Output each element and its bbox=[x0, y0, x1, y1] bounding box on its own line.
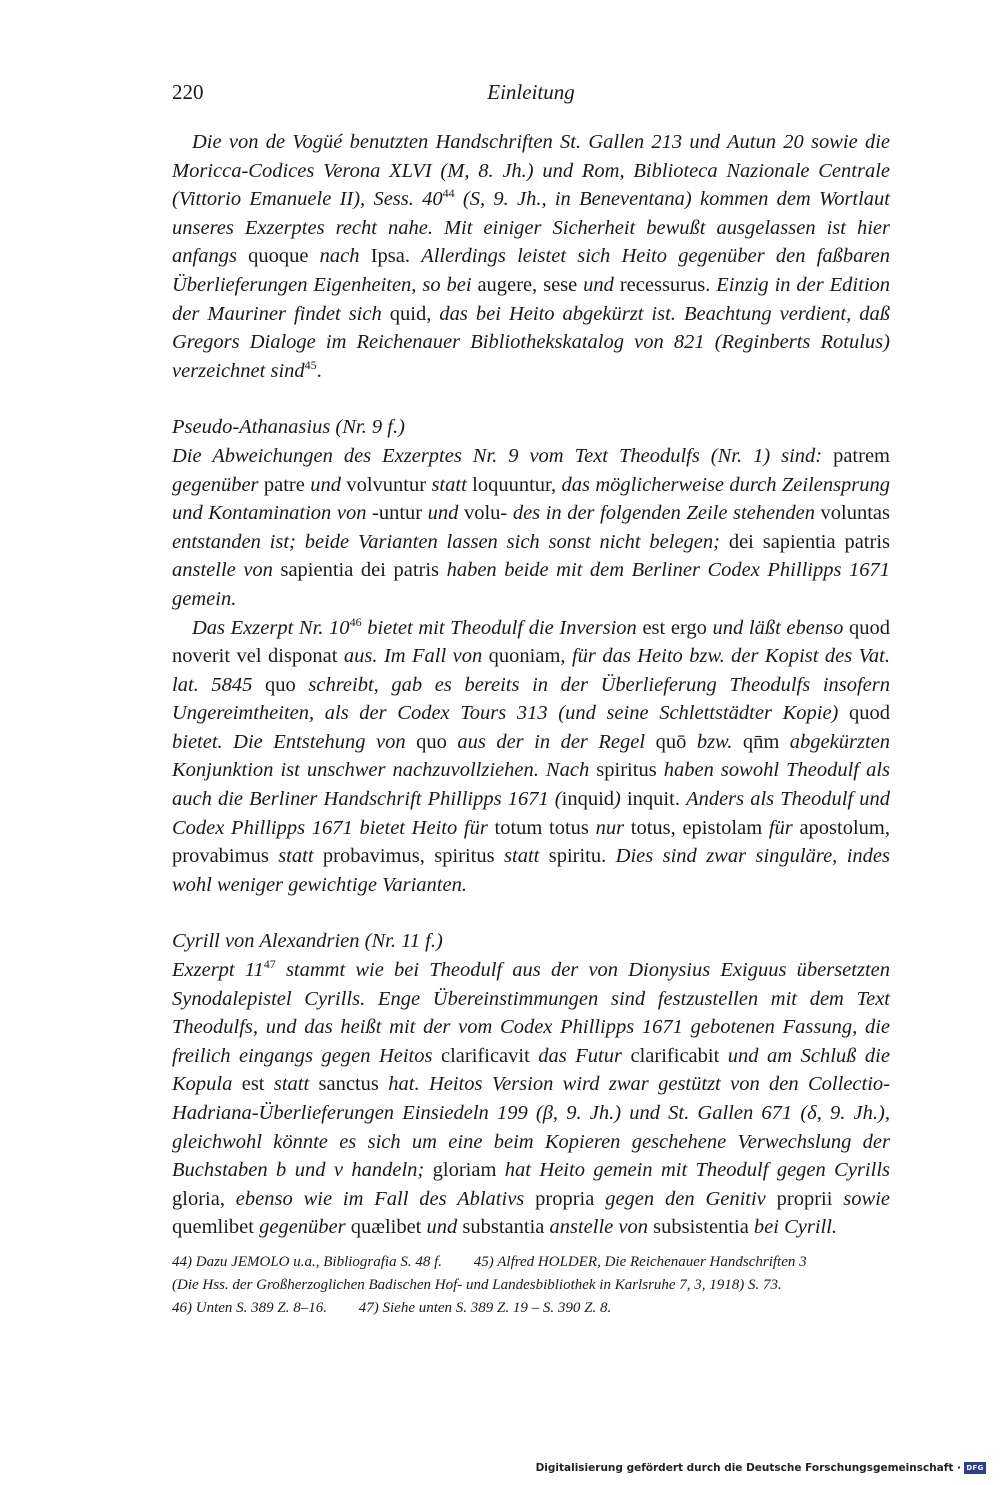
text-run: das möglicherweise durch Zeilensprung und Kontamination von bbox=[172, 473, 891, 525]
page-number: 220 bbox=[172, 80, 204, 104]
footnote-46-text: Unten S. 389 Z. 8–16. bbox=[195, 1300, 327, 1316]
text-run: statt bbox=[278, 845, 323, 868]
text-run: quid, bbox=[389, 302, 440, 325]
text-run: entstanden ist; beide Varianten lassen sich sonst nicht belegen; bbox=[172, 530, 729, 553]
text-run: schreibt, gab es bereits in der Überlieferung Theodulfs insofern Ungereimtheiten, als der Codex Tours 313 (und seine Schlettstädter Kopie) bbox=[172, 673, 891, 725]
text-run: loquuntur, bbox=[472, 473, 562, 496]
text-run: anstelle von bbox=[549, 1216, 654, 1239]
text-run: dei sapientia patris bbox=[728, 530, 890, 553]
text-run: volu- bbox=[463, 502, 513, 525]
text-run: quo bbox=[265, 673, 309, 696]
footnote-45-text: Alfred HOLDER, Die Reichenauer Handschriften 3 bbox=[497, 1254, 807, 1270]
text-run: Einzig in der Edition der Mauriner findet sich bbox=[172, 273, 891, 325]
text-run: quo bbox=[416, 730, 458, 753]
text-run: clarificavit bbox=[441, 1044, 539, 1067]
text-run: bzw. bbox=[696, 730, 743, 753]
text-run: sanctus bbox=[318, 1073, 389, 1096]
text-run: patrem bbox=[833, 444, 890, 467]
footnote-reference: 46 bbox=[349, 614, 362, 629]
text-run: Ipsa. bbox=[370, 245, 422, 268]
running-title: Einleitung bbox=[487, 80, 575, 104]
text-run: totum totus bbox=[494, 816, 596, 839]
text-run: apostolum, provabimus bbox=[172, 816, 890, 868]
text-run: . bbox=[316, 359, 322, 382]
text-run: und bbox=[583, 273, 620, 296]
text-run: spiritus bbox=[596, 759, 664, 782]
text-run: für bbox=[768, 816, 800, 839]
paragraph-gregor bbox=[172, 128, 890, 385]
text-run: haben beide mit dem Berliner Codex Phillipps 1671 gemein. bbox=[172, 559, 890, 610]
text-run: nur bbox=[595, 816, 631, 839]
text-run: gegenüber bbox=[172, 473, 264, 496]
text-run: gegen den Genitiv bbox=[605, 1187, 777, 1210]
section-gap bbox=[172, 899, 890, 927]
text-run: hat Heito gemein mit Theodulf gegen Cyrills bbox=[504, 1159, 890, 1182]
text-run: und bbox=[426, 1216, 463, 1239]
text-run: probavimus, spiritus bbox=[322, 845, 505, 868]
text-run: Die Abweichungen des Exzerptes Nr. 9 vom Text Theodulfs (Nr. 1) sind: bbox=[172, 444, 834, 467]
text-run: das bei Heito abgekürzt ist. Beachtung verdient, daß Gregors Dialoge im Reichenauer Bibliothekskatalog von 821 (Reginberts Rotulus) verzeichnet sind bbox=[172, 302, 890, 382]
text-run: ) bbox=[614, 788, 627, 811]
text-run: proprii bbox=[776, 1187, 844, 1210]
text-run: Exzerpt 11 bbox=[172, 959, 264, 982]
footnote-reference: 47 bbox=[263, 957, 276, 972]
footnote-reference: 44 bbox=[442, 186, 455, 201]
text-run: nach bbox=[308, 245, 371, 268]
text-run: haben sowohl Theodulf als auch die Berliner Handschrift Phillipps 1671 ( bbox=[172, 759, 890, 811]
text-run: (S, 9. Jh., in Beneventana) kommen dem Wortlaut unseres Exzerptes recht nahe. Mit einiger Sicherheit bewußt ausgelassen ist hier anfangs bbox=[172, 188, 891, 268]
text-run: quō bbox=[655, 730, 697, 753]
text-run: stammt wie bei Theodulf aus der von Dionysius Exiguus übersetzten Synodalepistel Cyrills. Enge Übereinstimmungen sind festzustellen mit dem Text Theodulfs, und das heißt mit der vom Codex Phillipps 1671 gebotenen Fassung, die freilich eingangs gegen Heitos bbox=[172, 959, 890, 1067]
text-run: bietet mit Theodulf die Inversion bbox=[361, 616, 643, 639]
footnote-line-1 bbox=[172, 1251, 890, 1274]
text-run: propria bbox=[535, 1187, 606, 1210]
text-run: Pseudo-Athanasius (Nr. 9 f.) bbox=[172, 416, 405, 439]
text-run: das Futur bbox=[538, 1044, 631, 1067]
text-run: sapientia dei patris bbox=[280, 559, 447, 582]
text-run: substantia bbox=[462, 1216, 550, 1239]
text-run: Allerdings leistet sich Heito gegenüber den faßbaren Überlieferungen Eigenheiten, so bei bbox=[172, 245, 890, 296]
text-run: totus, epistolam bbox=[630, 816, 769, 839]
text-run: Die von de Vogüé benutzten Handschriften St. Gallen 213 und Autun 20 sowie die Moricca-Codices Verona XLVI (M, 8. Jh.) und Rom, Biblioteca Nazionale Centrale (Vittorio Emanuele II), Sess. 40 bbox=[172, 131, 890, 211]
text-run: sowie bbox=[843, 1187, 890, 1210]
credit-text: Digitalisierung gefördert durch die Deutsche Forschungsgemeinschaft · bbox=[535, 1462, 961, 1474]
section-gap bbox=[172, 385, 890, 413]
text-run: inquid bbox=[561, 788, 615, 811]
dfg-logo: DFG bbox=[964, 1462, 986, 1474]
footnote-46-number: 46) bbox=[172, 1300, 192, 1316]
text-run: bietet. Die Entstehung von bbox=[172, 730, 417, 753]
text-run: bei Cyrill. bbox=[753, 1216, 838, 1239]
text-run: und bbox=[427, 502, 464, 525]
text-run: inquit. bbox=[626, 788, 687, 811]
section-heading-pseudo-athanasius bbox=[172, 413, 890, 442]
text-run: des in der folgenden Zeile stehenden bbox=[512, 502, 821, 525]
page-header bbox=[172, 80, 890, 112]
text-run: subsistentia bbox=[653, 1216, 754, 1239]
text-run: quoniam, bbox=[488, 645, 572, 668]
text-run: aus der in der Regel bbox=[457, 730, 656, 753]
text-run: Cyrill von Alexandrien (Nr. 11 f.) bbox=[172, 930, 443, 953]
section-heading-cyrill bbox=[172, 927, 890, 956]
text-run: quemlibet bbox=[172, 1216, 260, 1239]
paragraph-exzerpt-10 bbox=[172, 614, 890, 900]
text-run: Anders als Theodulf und Codex Phillipps 1671 bietet Heito für bbox=[172, 788, 891, 839]
text-run: Das Exzerpt Nr. 10 bbox=[192, 616, 350, 639]
text-run: aus. Im Fall von bbox=[343, 645, 489, 668]
text-run: augere, sese bbox=[477, 273, 584, 296]
footnote-reference: 45 bbox=[304, 357, 317, 372]
text-run: patre bbox=[263, 473, 311, 496]
footnote-47-number: 47) bbox=[358, 1300, 379, 1316]
text-run: quælibet bbox=[350, 1216, 427, 1239]
text-run: quoque bbox=[248, 245, 309, 268]
text-run: gloriam bbox=[432, 1159, 505, 1182]
main-text bbox=[172, 128, 890, 1242]
text-run: spiritu. bbox=[548, 845, 616, 868]
footnotes bbox=[172, 1251, 890, 1320]
text-run: qn̄m bbox=[742, 730, 790, 753]
text-run: volvuntur bbox=[346, 473, 432, 496]
text-run: und bbox=[310, 473, 347, 496]
text-run: gloria, bbox=[172, 1187, 236, 1210]
paragraph-cyrill bbox=[172, 956, 890, 1242]
text-run: für das Heito bzw. der Kopist des Vat. lat. 5845 bbox=[172, 645, 890, 696]
text-run: clarificabit bbox=[630, 1044, 728, 1067]
footnote-44-number: 44) bbox=[172, 1254, 192, 1270]
text-run: statt bbox=[273, 1073, 319, 1096]
text-run: est ergo bbox=[642, 616, 713, 639]
footnote-line-2 bbox=[172, 1274, 890, 1297]
text-run: anstelle von bbox=[172, 559, 281, 582]
text-run: -untur bbox=[372, 502, 428, 525]
text-run: ebenso wie im Fall des Ablativs bbox=[235, 1187, 536, 1210]
text-run: statt bbox=[431, 473, 473, 496]
text-run: voluntas bbox=[820, 502, 890, 525]
text-run: quod bbox=[849, 702, 890, 725]
text-run: und läßt ebenso bbox=[712, 616, 849, 639]
text-run: est bbox=[241, 1073, 274, 1096]
text-run: abgekürzten Konjunktion ist unschwer nachzuvollziehen. Nach bbox=[172, 730, 890, 782]
text-run: recessurus. bbox=[619, 273, 717, 296]
text-run: hat. Heitos Version wird zwar gestützt von den Collectio-Hadriana-Überlieferungen Einsiedeln 199 (β, 9. Jh.) und St. Gallen 671 (δ, 9. Jh.), gleichwohl könnte es sich um eine beim Kopieren geschehene Verwechslung der Buchstaben b und v handeln; bbox=[172, 1073, 890, 1182]
text-run: quod noverit vel disponat bbox=[172, 616, 890, 668]
text-run: statt bbox=[504, 845, 549, 868]
digitization-credit bbox=[536, 1462, 986, 1474]
footnote-45-continuation: (Die Hss. der Großherzoglichen Badischen Hof- und Landesbibliothek in Karlsruhe 7, 3, 1918) S. 73. bbox=[172, 1277, 782, 1293]
text-run: Dies sind zwar singuläre, indes wohl weniger gewichtige Varianten. bbox=[172, 845, 890, 896]
text-run: gegenüber bbox=[259, 1216, 351, 1239]
text-run: und am Schluß die Kopula bbox=[172, 1044, 890, 1096]
footnote-44-text: Dazu JEMOLO u.a., Bibliografia S. 48 f. bbox=[195, 1254, 442, 1270]
paragraph-pseudo-athanasius bbox=[172, 442, 890, 614]
footnote-line-3 bbox=[172, 1297, 890, 1320]
footnote-45-number: 45) bbox=[473, 1254, 494, 1270]
footnote-47-text: Siehe unten S. 389 Z. 19 – S. 390 Z. 8. bbox=[382, 1300, 612, 1316]
